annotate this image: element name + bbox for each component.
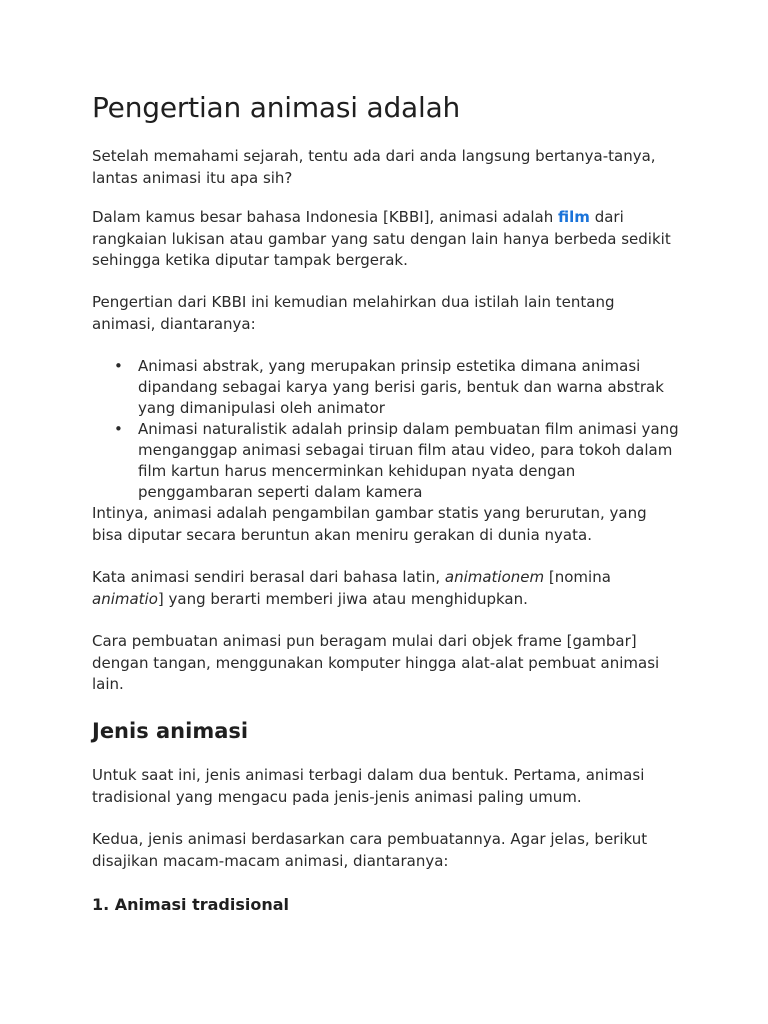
paragraph-etymology: [92, 567, 682, 610]
paragraph-methods: Cara pembuatan animasi pun beragam mulai dari objek frame [gambar] dengan tangan, menggunakan komputer hingga alat-alat pembuat animasi lain.: [92, 632, 660, 693]
latin-term-animationem: animationem: [444, 568, 545, 586]
paragraph-kbbi-text-end: dari rangkaian lukisan atau gambar yang satu dengan lain hanya berbeda sedikit sehingga ketika diputar tampak bergerak.: [92, 208, 671, 269]
bullet-icon: •: [114, 357, 123, 375]
paragraph-types-second: Kedua, jenis animasi berdasarkan cara pembuatannya. Agar jelas, berikut disajikan macam-macam animasi, diantaranya:: [92, 830, 648, 870]
article-heading: Pengertian animasi adalah: [92, 91, 461, 124]
latin-term-animatio: animatio: [92, 589, 158, 608]
list-item: [92, 419, 682, 503]
etymology-text-a: Kata animasi sendiri berasal dari bahasa latin,: [92, 568, 445, 586]
paragraph-kbbi-text-start: Dalam kamus besar bahasa Indonesia [KBBI], animasi adalah: [92, 208, 559, 226]
subheading-animasi-tradisional: 1. Animasi tradisional: [92, 895, 290, 914]
list-item-text: Animasi abstrak, yang merupakan prinsip estetika dimana animasi dipandang sebagai karya yang berisi garis, bentuk dan warna abstrak yang dimanipulasi oleh animator: [138, 357, 664, 417]
film-link[interactable]: film: [558, 208, 590, 226]
etymology-text-b: [nomina: [544, 568, 611, 586]
paragraph-kbbi-definition: [92, 207, 682, 272]
etymology-text-c: ] yang berarti memberi jiwa atau menghidupkan.: [157, 589, 528, 608]
section-heading-jenis-animasi: Jenis animasi: [92, 719, 249, 743]
list-item: [92, 356, 682, 419]
paragraph-kbbi-terms: Pengertian dari KBBI ini kemudian melahirkan dua istilah lain tentang animasi, diantaranya:: [92, 293, 615, 333]
paragraph-summary: Intinya, animasi adalah pengambilan gambar statis yang berurutan, yang bisa diputar secara beruntun akan meniru gerakan di dunia nyata.: [92, 504, 647, 544]
animation-principles-list: [92, 356, 682, 503]
list-item-text: Animasi naturalistik adalah prinsip dalam pembuatan film animasi yang menganggap animasi sebagai tiruan film atau video, para tokoh dalam film kartun harus mencerminkan kehidupan nyata dengan penggambaran seperti dalam kamera: [138, 420, 679, 501]
bullet-icon: •: [114, 420, 123, 438]
paragraph-types-intro: Untuk saat ini, jenis animasi terbagi dalam dua bentuk. Pertama, animasi tradisional yang mengacu pada jenis-jenis animasi paling umum.: [92, 766, 645, 806]
paragraph-intro: Setelah memahami sejarah, tentu ada dari anda langsung bertanya-tanya, lantas animasi itu apa sih?: [92, 147, 656, 187]
